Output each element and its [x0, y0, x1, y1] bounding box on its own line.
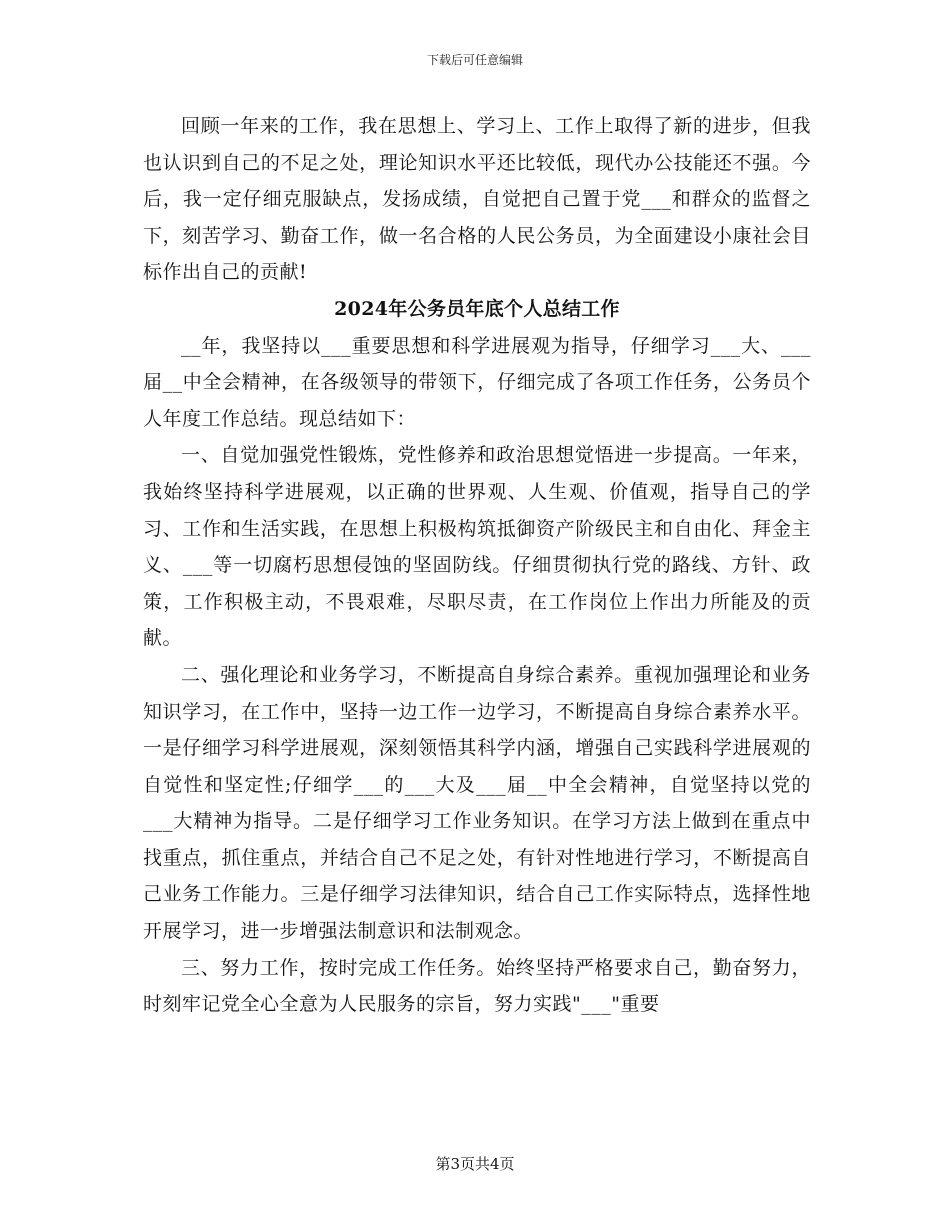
- document-title: 2024年公务员年底个人总结工作: [334, 297, 620, 320]
- paragraph-section-3: 三、努力工作，按时完成工作任务。始终坚持严格要求自己，勤奋努力，时刻牢记党全心全意为人民服务的宗旨，努力实践"___"重要: [143, 956, 811, 1016]
- intro-paragraph: 回顾一年来的工作，我在思想上、学习上、工作上取得了新的进步，但我也认识到自己的不足之处，理论知识水平还比较低，现代办公技能还不强。今后，我一定仔细克服缺点，发扬成绩，自觉把自己置于党___和群众的监督之下，刻苦学习、勤奋工作，做一名合格的人民公务员，为全面建设小康社会目标作出自己的贡献!: [143, 115, 811, 284]
- paragraph-section-1: 一、自觉加强党性锻炼，党性修养和政治思想觉悟进一步提高。一年来，我始终坚持科学进展观，以正确的世界观、人生观、价值观，指导自己的学习、工作和生活实践，在思想上积极构筑抵御资产阶级民主和自由化、拜金主义、___等一切腐朽思想侵蚀的坚固防线。仔细贯彻执行党的路线、方针、政策，工作积极主动，不畏艰难，尽职尽责，在工作岗位上作出力所能及的贡献。: [143, 444, 811, 650]
- document-body: [143, 108, 811, 1023]
- page-header-note: 下载后可任意编辑: [426, 53, 523, 67]
- paragraph-opening: __年，我坚持以___重要思想和科学进展观为指导，仔细学习___大、___届__中全会精神，在各级领导的带领下，仔细完成了各项工作任务，公务员个人年度工作总结。现总结如下：: [143, 334, 811, 430]
- page-number: 第3页共4页: [435, 1155, 515, 1173]
- paragraph-section-2: 二、强化理论和业务学习，不断提高自身综合素养。重视加强理论和业务知识学习，在工作中，坚持一边工作一边学习，不断提高自身综合素养水平。一是仔细学习科学进展观，深刻领悟其科学内涵，增强自己实践科学进展观的自觉性和坚定性;仔细学___的___大及___届__中全会精神，自觉坚持以党的___大精神为指导。二是仔细学习工作业务知识。在学习方法上做到在重点中找重点，抓住重点，并结合自己不足之处，有针对性地进行学习，不断提高自己业务工作能力。三是仔细学习法律知识，结合自己工作实际特点，选择性地开展学习，进一步增强法制意识和法制观念。: [143, 663, 811, 943]
